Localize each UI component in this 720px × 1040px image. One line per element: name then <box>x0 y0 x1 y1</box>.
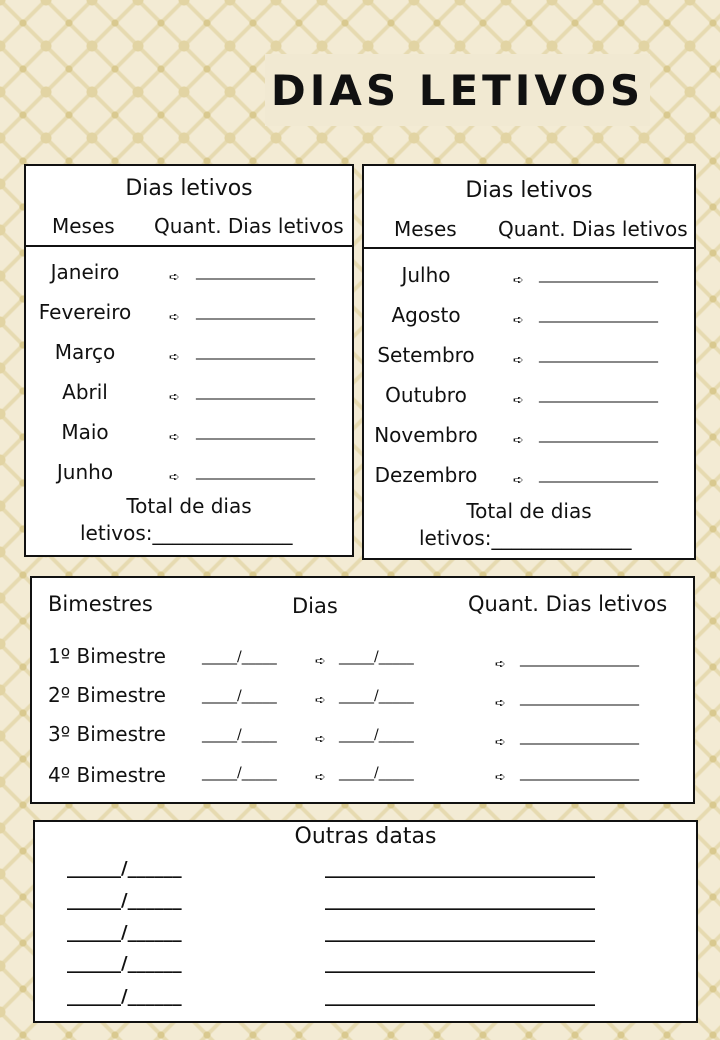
arrow-icon: ➪ <box>513 393 524 408</box>
month-label: Março <box>54 340 116 364</box>
days-field[interactable]: _________________ <box>539 467 658 483</box>
days-field[interactable]: _________________ <box>196 304 315 320</box>
arrow-icon: ➪ <box>513 433 524 448</box>
first-semester-panel <box>24 164 354 557</box>
total-label: Total de dias <box>126 494 252 518</box>
end-date-field[interactable]: _____/_____ <box>339 727 414 743</box>
header-divider <box>364 247 694 249</box>
months-header: Meses <box>394 217 457 241</box>
days-field[interactable]: _________________ <box>196 424 315 440</box>
days-field[interactable]: _________________ <box>196 384 315 400</box>
quant-header: Quant. Dias letivos <box>468 592 668 616</box>
total-label: Total de dias <box>466 499 592 523</box>
end-date-field[interactable]: _____/_____ <box>339 765 414 781</box>
days-field[interactable]: _________________ <box>520 729 639 745</box>
arrow-icon: ➪ <box>315 654 326 669</box>
start-date-field[interactable]: _____/_____ <box>202 727 277 743</box>
month-label: Maio <box>61 420 109 444</box>
other-date-field[interactable]: ______/______ <box>67 922 182 943</box>
other-description-field[interactable]: ______________________________ <box>325 858 595 879</box>
months-header: Meses <box>52 214 115 238</box>
month-label: Janeiro <box>50 260 120 284</box>
other-date-field[interactable]: ______/______ <box>67 986 182 1007</box>
arrow-icon: ➪ <box>315 770 326 785</box>
month-label: Outubro <box>385 383 467 407</box>
second-semester-panel <box>362 164 696 560</box>
month-label: Agosto <box>391 303 461 327</box>
other-description-field[interactable]: ______________________________ <box>325 953 595 974</box>
month-label: Junho <box>56 460 114 484</box>
days-field[interactable]: _________________ <box>520 765 639 781</box>
bimester-label: 3º Bimestre <box>48 722 166 746</box>
days-field[interactable]: _________________ <box>539 267 658 283</box>
bimester-label: 1º Bimestre <box>48 644 166 668</box>
bimesters-panel <box>30 576 695 804</box>
other-description-field[interactable]: ______________________________ <box>325 986 595 1007</box>
other-dates-title: Outras datas <box>294 824 437 849</box>
other-description-field[interactable]: ______________________________ <box>325 922 595 943</box>
other-date-field[interactable]: ______/______ <box>67 953 182 974</box>
days-header: Quant. Dias letivos <box>154 214 344 238</box>
days-field[interactable]: _________________ <box>520 651 639 667</box>
panel-title: Dias letivos <box>125 176 253 201</box>
arrow-icon: ➪ <box>513 273 524 288</box>
arrow-icon: ➪ <box>513 313 524 328</box>
arrow-icon: ➪ <box>169 430 180 445</box>
days-header: Dias <box>292 594 338 618</box>
days-field[interactable]: _________________ <box>196 464 315 480</box>
days-field[interactable]: _________________ <box>539 307 658 323</box>
start-date-field[interactable]: _____/_____ <box>202 688 277 704</box>
bimester-label: 4º Bimestre <box>48 763 166 787</box>
arrow-icon: ➪ <box>315 693 326 708</box>
other-dates-panel <box>33 820 698 1023</box>
panel-title: Dias letivos <box>465 178 593 203</box>
page-title: DIAS LETIVOS <box>270 65 645 115</box>
days-field[interactable]: _________________ <box>196 264 315 280</box>
days-field[interactable]: _________________ <box>539 427 658 443</box>
start-date-field[interactable]: _____/_____ <box>202 649 277 665</box>
arrow-icon: ➪ <box>495 696 506 711</box>
days-header: Quant. Dias letivos <box>498 217 688 241</box>
month-label: Setembro <box>377 343 475 367</box>
arrow-icon: ➪ <box>495 657 506 672</box>
month-label: Julho <box>401 263 451 287</box>
month-label: Novembro <box>374 423 478 447</box>
end-date-field[interactable]: _____/_____ <box>339 688 414 704</box>
days-field[interactable]: _________________ <box>520 690 639 706</box>
arrow-icon: ➪ <box>513 353 524 368</box>
arrow-icon: ➪ <box>169 270 180 285</box>
bimesters-header: Bimestres <box>48 592 153 616</box>
start-date-field[interactable]: _____/_____ <box>202 765 277 781</box>
month-label: Dezembro <box>374 463 478 487</box>
other-date-field[interactable]: ______/______ <box>67 890 182 911</box>
total-field[interactable]: letivos:______________ <box>419 526 632 550</box>
arrow-icon: ➪ <box>513 473 524 488</box>
arrow-icon: ➪ <box>169 310 180 325</box>
arrow-icon: ➪ <box>169 350 180 365</box>
month-label: Fevereiro <box>38 300 132 324</box>
page-title-banner <box>265 54 650 126</box>
days-field[interactable]: _________________ <box>196 344 315 360</box>
arrow-icon: ➪ <box>315 732 326 747</box>
other-description-field[interactable]: ______________________________ <box>325 890 595 911</box>
arrow-icon: ➪ <box>169 390 180 405</box>
bimester-label: 2º Bimestre <box>48 683 166 707</box>
days-field[interactable]: _________________ <box>539 347 658 363</box>
other-date-field[interactable]: ______/______ <box>67 858 182 879</box>
end-date-field[interactable]: _____/_____ <box>339 649 414 665</box>
days-field[interactable]: _________________ <box>539 387 658 403</box>
header-divider <box>26 245 352 247</box>
month-label: Abril <box>62 380 108 404</box>
arrow-icon: ➪ <box>495 735 506 750</box>
arrow-icon: ➪ <box>495 770 506 785</box>
arrow-icon: ➪ <box>169 470 180 485</box>
total-field[interactable]: letivos:______________ <box>80 521 293 545</box>
